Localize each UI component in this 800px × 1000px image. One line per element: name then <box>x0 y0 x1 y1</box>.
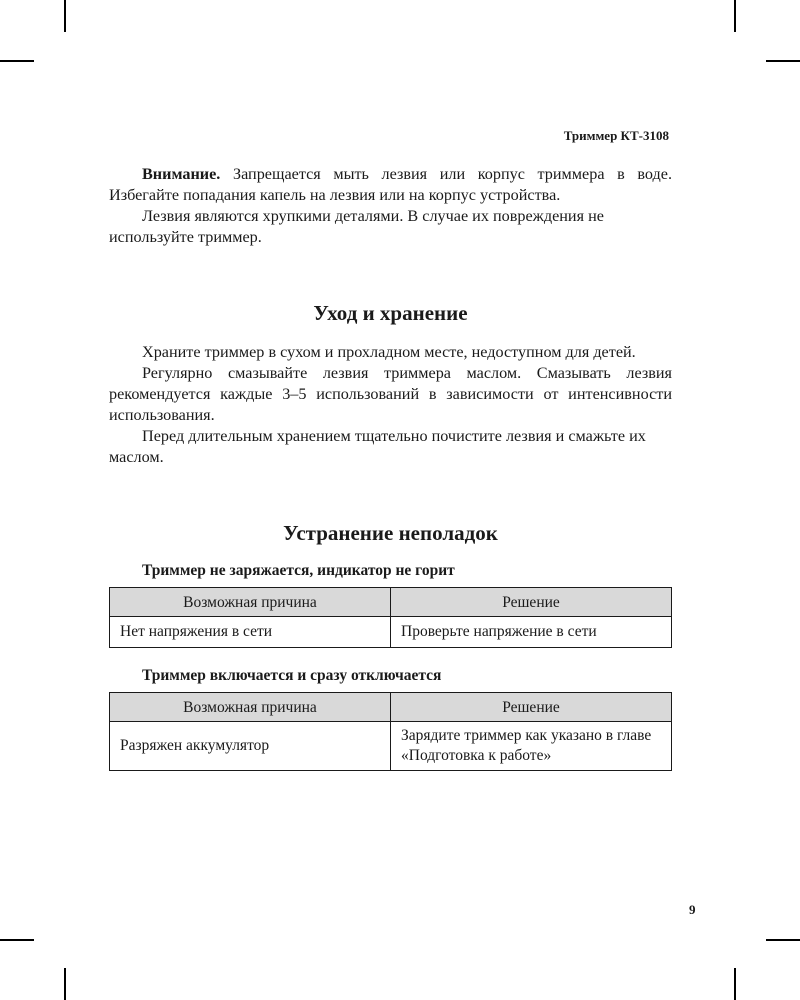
crop-mark <box>766 60 800 62</box>
crop-mark <box>734 968 736 1000</box>
table-row <box>110 722 672 771</box>
care-paragraph: Регулярно смазывайте лезвия триммера маслом. Смазывать лезвия рекомендуется каждые 3–5 использований в зависимости от интенсивности использования. <box>109 364 672 424</box>
running-header: Триммер КТ-3108 <box>563 128 669 143</box>
crop-mark <box>0 60 34 62</box>
cause-cell: Разряжен аккумулятор <box>110 722 391 771</box>
cause-cell: Нет напряжения в сети <box>110 617 391 648</box>
column-header-cause: Возможная причина <box>110 693 391 722</box>
care-paragraph: Перед длительным хранением тщательно почистите лезвия и смажьте их маслом. <box>109 427 646 466</box>
crop-mark <box>64 0 66 32</box>
table-row <box>110 617 672 648</box>
column-header-solution: Решение <box>391 693 672 722</box>
troubleshooting-table <box>109 587 672 648</box>
crop-mark <box>64 968 66 1000</box>
page-number: 9 <box>689 902 696 917</box>
troubleshooting-heading: Устранение неполадок <box>283 521 498 545</box>
crop-mark <box>734 0 736 32</box>
table-header-row <box>110 693 672 722</box>
warning-text: Запрещается мыть лезвия или корпус триммера в воде. Избегайте попадания капель на лезвия или на корпус устройства. <box>109 165 672 204</box>
crop-mark <box>766 939 800 941</box>
care-heading: Уход и хранение <box>313 301 468 325</box>
problem-title: Триммер не заряжается, индикатор не горит <box>142 562 455 579</box>
warning-label: Внимание. <box>142 165 221 183</box>
solution-cell: Проверьте напряжение в сети <box>391 617 672 648</box>
page-content <box>109 164 672 789</box>
troubleshooting-table <box>109 692 672 771</box>
table-header-row <box>110 588 672 617</box>
column-header-cause: Возможная причина <box>110 588 391 617</box>
blades-fragile-paragraph: Лезвия являются хрупкими деталями. В случае их повреждения не используйте триммер. <box>109 207 604 246</box>
crop-mark <box>0 939 34 941</box>
warning-paragraph <box>109 164 672 206</box>
column-header-solution: Решение <box>391 588 672 617</box>
problem-title: Триммер включается и сразу отключается <box>142 667 442 684</box>
care-paragraph: Храните триммер в сухом и прохладном месте, недоступном для детей. <box>142 343 636 361</box>
solution-cell: Зарядите триммер как указано в главе «Подготовка к работе» <box>391 722 672 771</box>
